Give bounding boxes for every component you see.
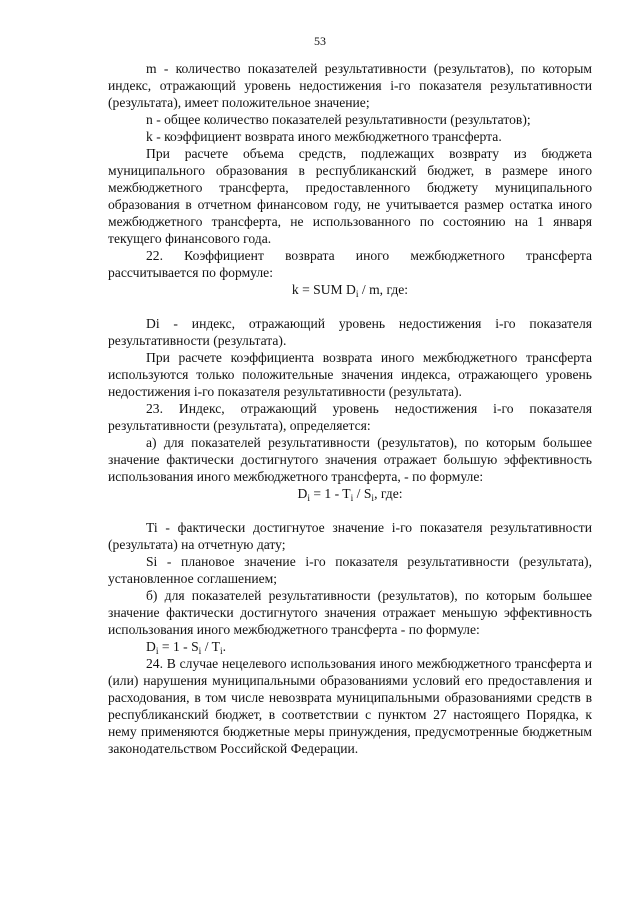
- paragraph-ti-definition: Ti - фактически достигнутое значение i-го показателя результативности (результата) на отчетную дату;: [108, 520, 592, 552]
- paragraph-calculation-note: При расчете объема средств, подлежащих возврату из бюджета муниципального образования в республиканский бюджет, в размере иного межбюджетного трансферта, предоставленного бюджету муниципального образования в отчетном финансовом году, не учитывается размер остатка иного межбюджетного трансферта, не использованного по состоянию на 1 января текущего финансового года.: [108, 146, 592, 246]
- formula-b-tail: .: [222, 639, 226, 654]
- formula-b-d: D: [146, 639, 156, 654]
- formula-b-s-subscript: i: [198, 647, 202, 657]
- formula-a-t-subscript: i: [350, 494, 354, 504]
- formula-k: [108, 281, 592, 298]
- formula-k-head: k = SUM D: [291, 282, 356, 297]
- paragraph-k-definition: k - коэффициент возврата иного межбюджетного трансферта.: [146, 129, 502, 144]
- formula-a-s-subscript: i: [371, 494, 375, 504]
- formula-k-subscript: i: [355, 290, 359, 300]
- formula-b-slash: / T: [201, 639, 220, 654]
- paragraph-m-definition: m - количество показателей результативности (результатов), по которым индекс, отражающий уровень недостижения i-го показателя результативности (результата), имеет положительное значение;: [108, 61, 592, 110]
- formula-a-slash: / S: [353, 486, 372, 501]
- paragraph-n-definition: n - общее количество показателей результативности (результатов);: [146, 112, 531, 127]
- formula-k-tail: / m, где:: [358, 282, 409, 297]
- formula-a-d-subscript: i: [307, 494, 310, 504]
- paragraph-si-definition: Si - плановое значение i-го показателя результативности (результата), установленное соглашением;: [108, 554, 592, 586]
- formula-a-mid: = 1 - T: [309, 486, 351, 501]
- paragraph-positive-values-note: При расчете коэффициента возврата иного межбюджетного трансферта используются только положительные значения индекса, отражающего уровень недостижения i-го показателя результативности (результата).: [108, 350, 592, 399]
- formula-a-tail: , где:: [374, 486, 403, 501]
- formula-a: [108, 485, 592, 502]
- formula-b-mid: = 1 - S: [158, 639, 199, 654]
- paragraph-di-definition: Di - индекс, отражающий уровень недостижения i-го показателя результативности (результата).: [108, 316, 592, 348]
- paragraph-22: 22. Коэффициент возврата иного межбюджетного трансферта рассчитывается по формуле:: [108, 248, 592, 280]
- formula-a-d: D: [297, 486, 308, 501]
- paragraph-24: 24. В случае нецелевого использования иного межбюджетного трансферта и (или) нарушения муниципальными образованиями условий его предоставления и расходования, в том числе невозврата муниципальными образованиями средств в республиканский бюджет, в соответствии с пунктом 27 настоящего Порядка, к нему применяются бюджетные меры принуждения, предусмотренные бюджетным законодательством Российской Федерации.: [108, 656, 592, 756]
- formula-b: [108, 638, 592, 655]
- paragraph-23b: б) для показателей результативности (результатов), по которым большее значение фактически достигнутого значения отражает меньшую эффективность использования иного межбюджетного трансферта - по формуле:: [108, 588, 592, 637]
- page-number: 53: [314, 34, 326, 48]
- document-body: [108, 60, 592, 757]
- paragraph-23a: а) для показателей результативности (результатов), по которым большее значение фактически достигнутого значения отражает большую эффективность использования иного межбюджетного трансферта, - по формуле:: [108, 435, 592, 484]
- formula-b-t-subscript: i: [219, 647, 223, 657]
- paragraph-23: 23. Индекс, отражающий уровень недостижения i-го показателя результативности (результата), определяется:: [108, 401, 592, 433]
- formula-b-d-subscript: i: [155, 647, 159, 657]
